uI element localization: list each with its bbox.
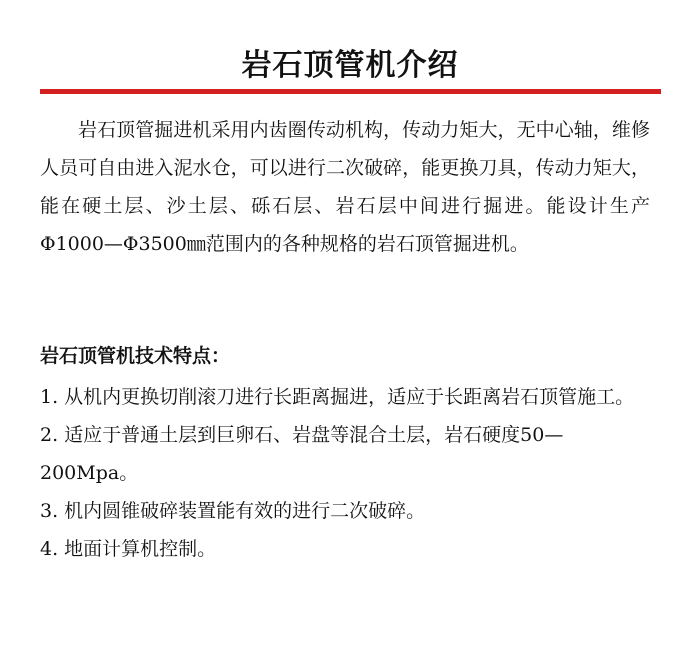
title-divider — [40, 89, 661, 94]
feature-item: 4. 地面计算机控制。 — [40, 538, 217, 560]
features-heading: 岩石顶管机技术特点： — [40, 345, 231, 367]
features-list — [40, 378, 640, 568]
intro-paragraph: 岩石顶管掘进机采用内齿圈传动机构，传动力矩大，无中心轴，维修人员可自由进入泥水仓，可以进行二次破碎，能更换刀具，传动力矩大，能在硬土层、沙土层、砾石层、岩石层中间进行掘进。能设计生产Φ1000—Φ3500㎜范围内的各种规格的岩石顶管掘进机。 — [40, 119, 650, 255]
feature-item: 1. 从机内更换切削滚刀进行长距离掘进，适应于长距离岩石顶管施工。 — [40, 386, 635, 408]
page-title: 岩石顶管机介绍 — [241, 48, 459, 84]
feature-item: 3. 机内圆锥破碎装置能有效的进行二次破碎。 — [40, 500, 426, 522]
feature-item: 2. 适应于普通土层到巨卵石、岩盘等混合土层，岩石硬度50—200Mpa。 — [40, 424, 564, 484]
